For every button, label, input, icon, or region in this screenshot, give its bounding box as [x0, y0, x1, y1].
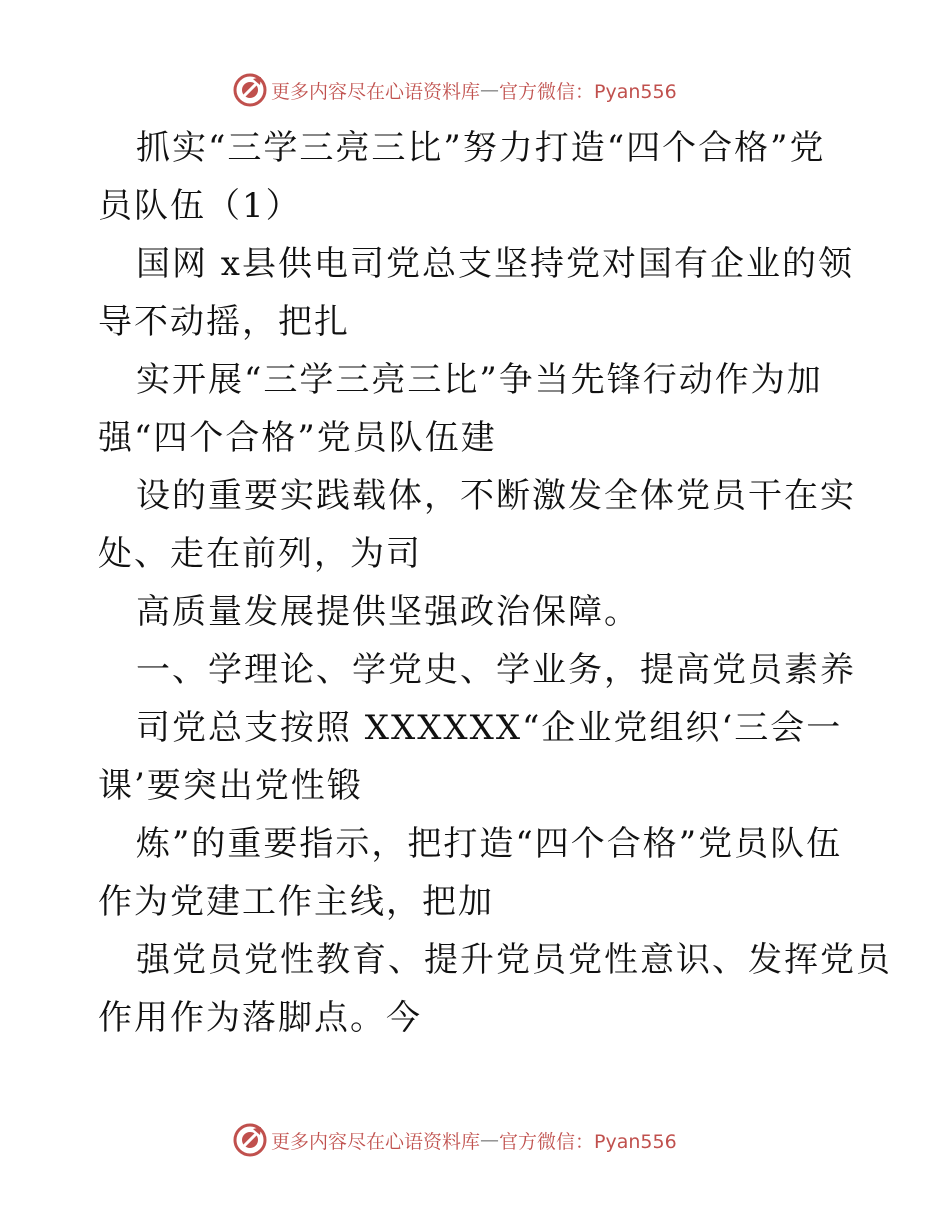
paragraph-line: 强“四个合格”党员队伍建: [98, 418, 497, 458]
footer-watermark: [233, 1122, 677, 1158]
paragraph-line: 实开展“三学三亮三比”争当先锋行动作为加: [136, 360, 823, 400]
title-line-1: 抓实“三学三亮三比”努力打造“四个合格”党: [136, 128, 826, 168]
paragraph-line: 导不动摇，把扎: [98, 302, 350, 342]
paragraph-line: 作用作为落脚点。今: [98, 998, 422, 1038]
paragraph-line: 高质量发展提供坚强政治保障。: [136, 592, 640, 632]
logo-icon: [233, 73, 267, 107]
watermark-contact: 官方微信：Pyan556: [499, 80, 677, 103]
paragraph-line: 作为党建工作主线，把加: [98, 882, 494, 922]
section-heading: 一、学理论、学党史、学业务，提高党员素养: [136, 650, 856, 690]
watermark-text: 更多内容尽在心语资料库: [271, 80, 481, 103]
watermark-dash: —: [480, 1129, 500, 1151]
watermark-contact: 官方微信：Pyan556: [499, 1130, 677, 1153]
header-watermark: [233, 72, 677, 108]
paragraph-line: 强党员党性教育、提升党员党性意识、发挥党员: [136, 940, 892, 980]
paragraph-line: 课’要突出党性锻: [98, 766, 363, 806]
watermark-text: 更多内容尽在心语资料库: [271, 1130, 481, 1153]
logo-icon: [233, 1123, 267, 1157]
paragraph-line: 设的重要实践载体，不断激发全体党员干在实: [136, 476, 856, 516]
paragraph-line: 处、走在前列，为司: [98, 534, 422, 574]
paragraph-line: 炼”的重要指示，把打造“四个合格”党员队伍: [136, 824, 843, 864]
paragraph-line: 司党总支按照 XXXXXX“企业党组织‘三会一: [136, 708, 843, 748]
title-line-2: 员队伍（1）: [98, 186, 302, 226]
watermark-dash: —: [480, 79, 500, 101]
paragraph-line: 国网 x县供电司党总支坚持党对国有企业的领: [136, 244, 854, 284]
